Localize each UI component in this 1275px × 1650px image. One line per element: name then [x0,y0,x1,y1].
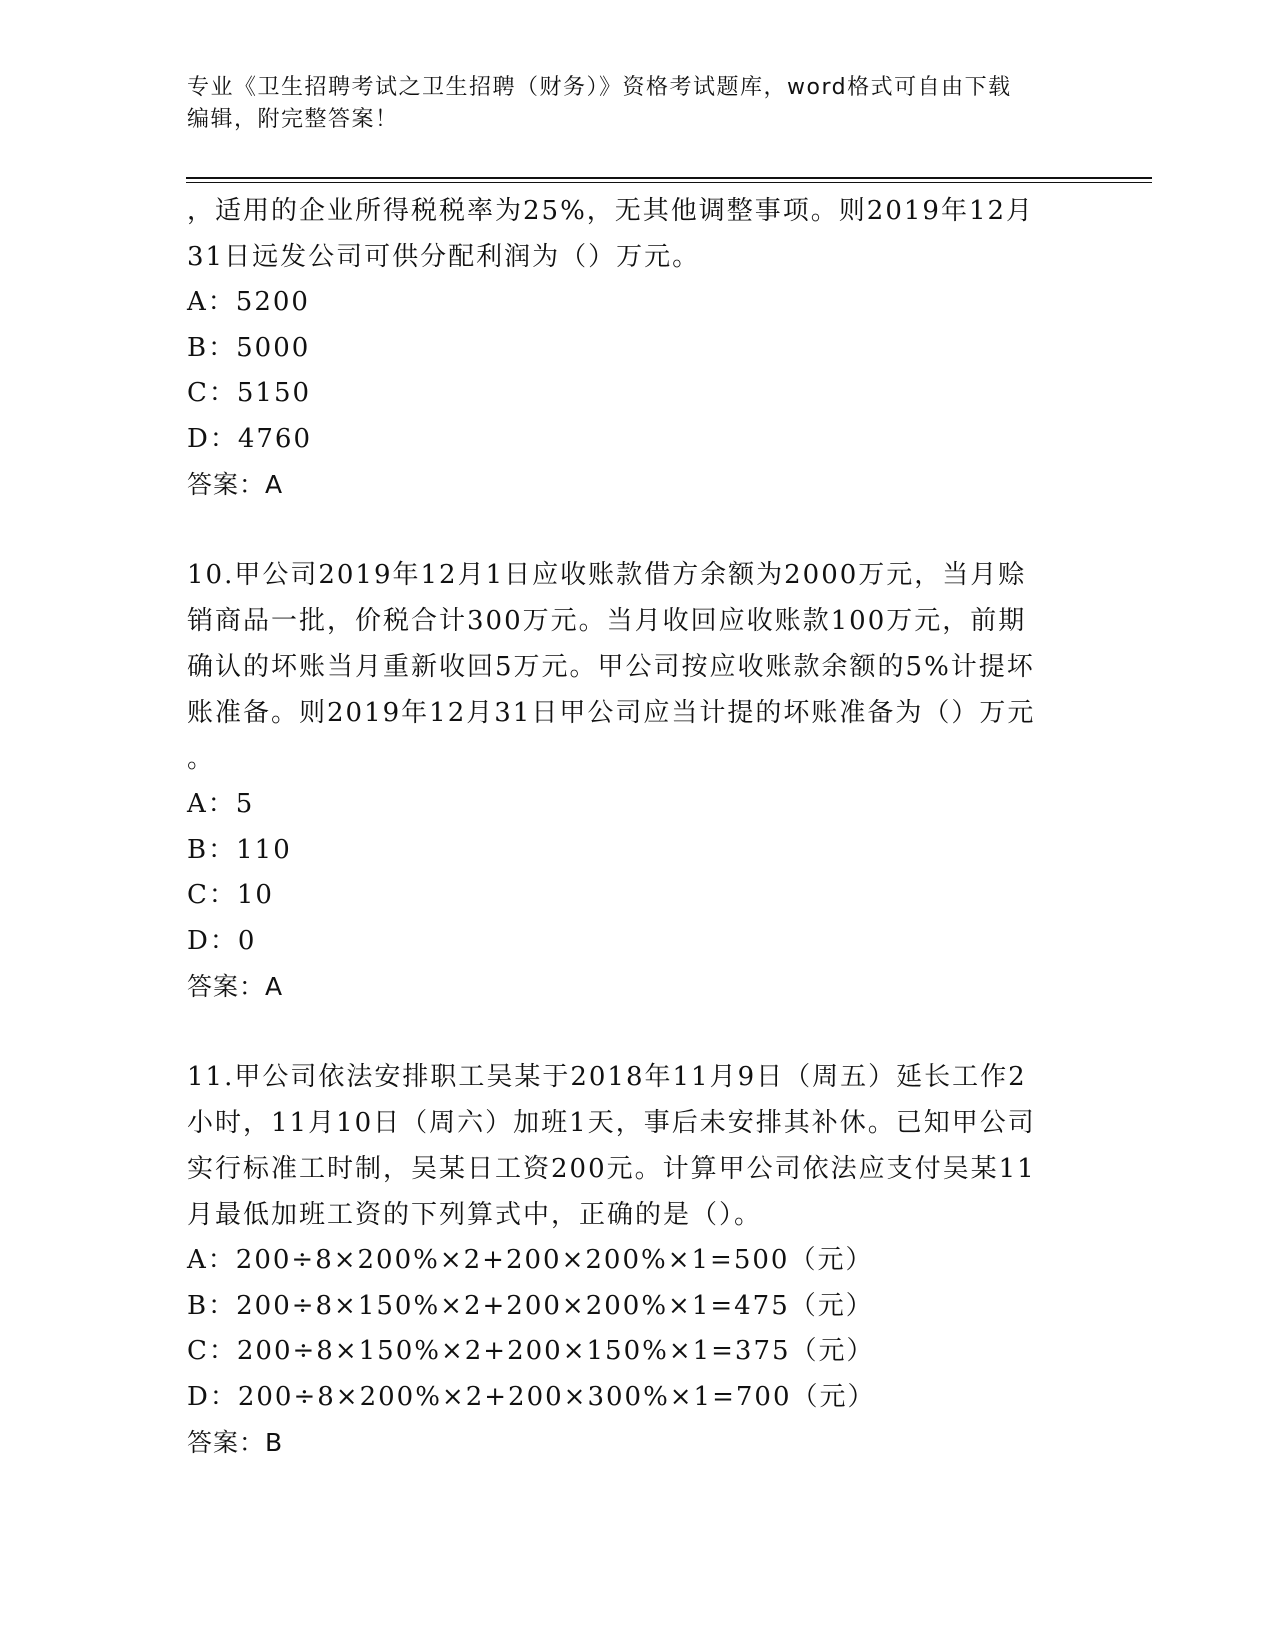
answer-line: 答案：A [187,470,284,499]
option-d: D：4760 [187,423,313,454]
question-11 [187,1054,1087,1466]
option-c: C：200÷8×150%×2+200×150%×1=375（元） [187,1336,875,1366]
option-c: C：5150 [187,378,312,408]
question-9 [187,188,1087,508]
question-content [187,188,1087,1466]
option-a: A：5200 [187,287,310,317]
option-d: D：0 [187,925,257,956]
header-line-1: 专业《卫生招聘考试之卫生招聘（财务）》资格考试题库，word格式可自由下载 [187,75,1012,100]
option-b: B：110 [187,834,292,865]
header-rule-thin [186,182,1152,183]
question-text-line: 小时，11月10日（周六）加班1天，事后未安排其补休。已知甲公司 [187,1108,1036,1138]
question-text-line: 账准备。则2019年12月31日甲公司应当计提的坏账准备为（）万元 [187,698,1036,728]
header-rule-thick [186,177,1152,179]
question-text-line: 。 [187,744,216,774]
question-text-line: 销商品一批，价税合计300万元。当月收回应收账款100万元，前期 [187,606,1027,636]
answer-line: 答案：A [187,972,284,1001]
option-a: A：5 [187,789,255,819]
question-text-line: 31日远发公司可供分配利润为（）万元。 [187,242,701,272]
header-line-2: 编辑，附完整答案！ [187,107,399,132]
question-text-line: ，适用的企业所得税税率为25%，无其他调整事项。则2019年12月 [187,196,1035,226]
question-10 [187,552,1087,1010]
question-text-line: 10.甲公司2019年12月1日应收账款借方余额为2000万元，当月赊 [187,560,1027,590]
question-text-line: 11.甲公司依法安排职工吴某于2018年11月9日（周五）延长工作2 [187,1062,1027,1092]
question-text-line: 实行标准工时制，吴某日工资200元。计算甲公司依法应支付吴某11 [187,1154,1036,1184]
option-d: D：200÷8×200%×2+200×300%×1=700（元） [187,1381,876,1412]
document-header [187,72,1087,136]
answer-line: 答案：B [187,1428,284,1457]
option-b: B：5000 [187,332,311,363]
option-a: A：200÷8×200%×2+200×200%×1=500（元） [187,1245,874,1275]
option-b: B：200÷8×150%×2+200×200%×1=475（元） [187,1290,874,1321]
question-text-line: 确认的坏账当月重新收回5万元。甲公司按应收账款余额的5%计提坏 [187,652,1035,682]
question-text-line: 月最低加班工资的下列算式中，正确的是（）。 [187,1200,763,1230]
option-c: C：10 [187,880,274,910]
